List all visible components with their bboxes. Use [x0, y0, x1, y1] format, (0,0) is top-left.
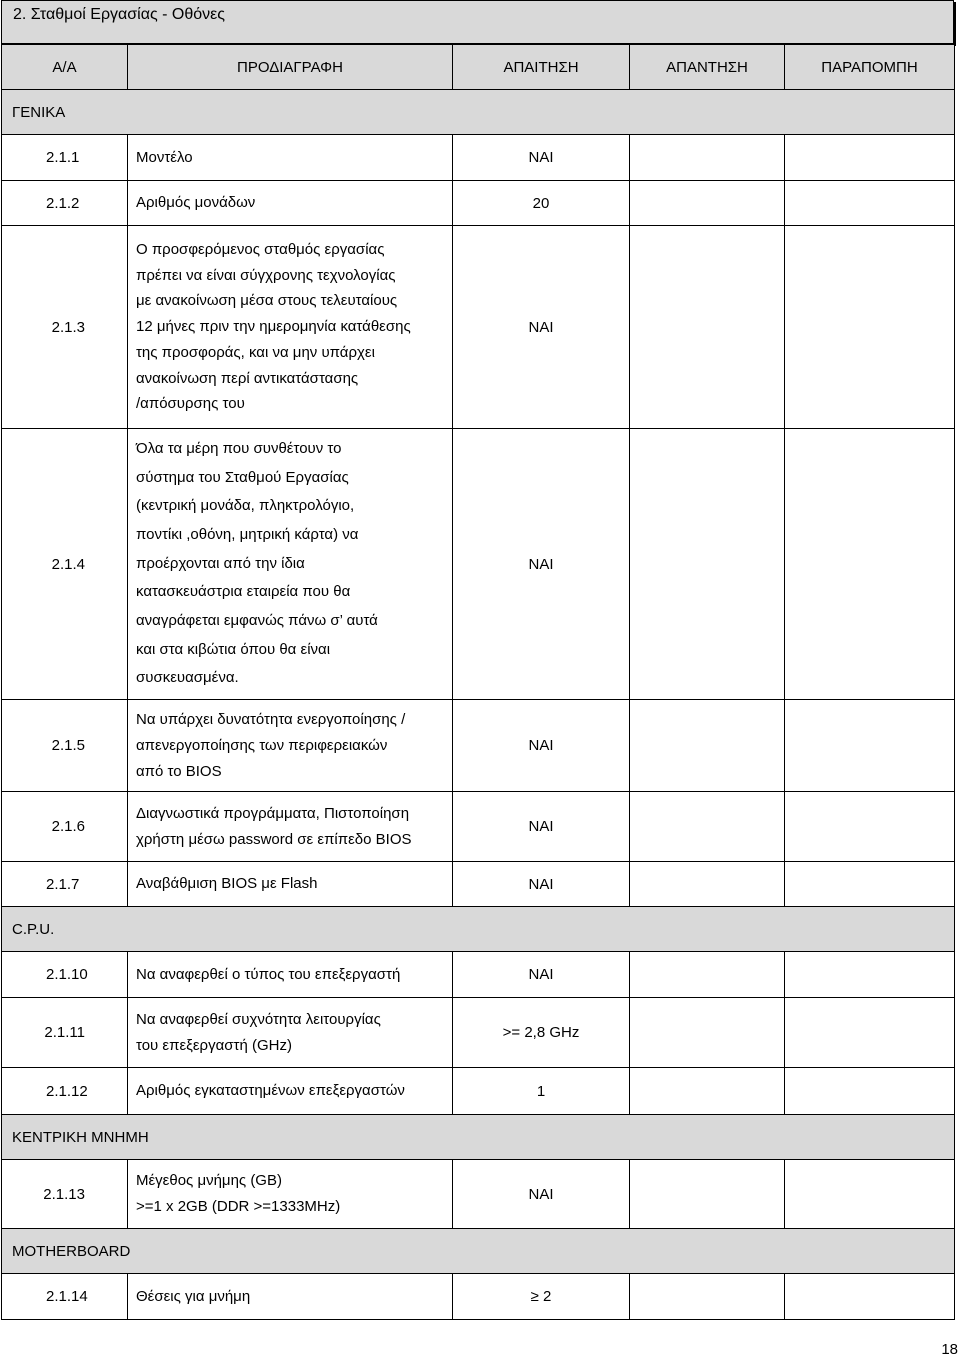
table-row [2, 998, 955, 1068]
section-memory: ΚΕΝΤΡΙΚΗ ΜΝΗΜΗ [2, 1115, 955, 1160]
row-req: ΝΑΙ [453, 700, 630, 792]
row-answer [630, 700, 785, 792]
row-req: ΝΑΙ [453, 862, 630, 907]
table-row [2, 429, 955, 700]
row-desc: Όλα τα μέρη που συνθέτουν το σύστημα του Σταθμού Εργασίας (κεντρική μονάδα, πληκτρολόγιο, ποντίκι ,οθόνη, μητρική κάρτα) να προέρχονται από την ίδια κατασκευάστρια εταιρεία που θα αναγράφεται εμφανώς πάνω σ’ αυτά και στα κιβώτια όπου θα είναι συσκευασμένα. [128, 429, 453, 700]
row-req: 20 [453, 181, 630, 226]
row-req: ≥ 2 [453, 1274, 630, 1320]
section-title: 2. Σταθμοί Εργασίας - Οθόνες [13, 6, 225, 23]
table-row [2, 1274, 955, 1320]
table-row [2, 862, 955, 907]
table-row [2, 181, 955, 226]
row-answer [630, 998, 785, 1068]
row-ref [785, 998, 955, 1068]
header-requirement: ΑΠΑΙΤΗΣΗ [453, 45, 630, 90]
row-desc: Να αναφερθεί ο τύπος του επεξεργαστή [128, 952, 453, 998]
row-id: 2.1.13 [2, 1160, 128, 1229]
row-desc: Να υπάρχει δυνατότητα ενεργοποίησης / απενεργοποίησης των περιφερειακών από το BIOS [128, 700, 453, 792]
row-id: 2.1.6 [2, 792, 128, 862]
row-id: 2.1.1 [2, 135, 128, 181]
section-cpu: C.P.U. [2, 907, 955, 952]
row-id: 2.1.2 [2, 181, 128, 226]
row-id: 2.1.4 [2, 429, 128, 700]
row-answer [630, 862, 785, 907]
table-row [2, 1160, 955, 1229]
row-id: 2.1.11 [2, 998, 128, 1068]
row-desc: Θέσεις για μνήμη [128, 1274, 453, 1320]
row-req: ΝΑΙ [453, 952, 630, 998]
section-title-box [1, 0, 954, 44]
row-desc: Να αναφερθεί συχνότητα λειτουργίας του επεξεργαστή (GHz) [128, 998, 453, 1068]
row-ref [785, 1068, 955, 1115]
row-req: ΝΑΙ [453, 429, 630, 700]
row-answer [630, 1068, 785, 1115]
header-reference: ΠΑΡΑΠΟΜΠΗ [785, 45, 955, 90]
row-ref [785, 1274, 955, 1320]
table-row [2, 226, 955, 429]
row-answer [630, 1274, 785, 1320]
row-id: 2.1.3 [2, 226, 128, 429]
page-number: 18 [941, 1341, 958, 1358]
row-ref [785, 792, 955, 862]
row-answer [630, 429, 785, 700]
row-desc: Μέγεθος μνήμης (GB) >=1 x 2GB (DDR >=1333MHz) [128, 1160, 453, 1229]
row-desc: Αριθμός εγκαταστημένων επεξεργαστών [128, 1068, 453, 1115]
row-desc: Διαγνωστικά προγράμματα, Πιστοποίηση χρήστη μέσω password σε επίπεδο BIOS [128, 792, 453, 862]
row-id: 2.1.12 [2, 1068, 128, 1115]
section-row-motherboard [2, 1229, 955, 1274]
row-id: 2.1.7 [2, 862, 128, 907]
header-aa: Α/Α [2, 45, 128, 90]
row-id: 2.1.5 [2, 700, 128, 792]
row-req: >= 2,8 GHz [453, 998, 630, 1068]
section-general: ΓΕΝΙΚΑ [2, 90, 955, 135]
row-ref [785, 226, 955, 429]
row-answer [630, 226, 785, 429]
row-id: 2.1.10 [2, 952, 128, 998]
row-answer [630, 181, 785, 226]
section-row-cpu [2, 907, 955, 952]
row-req: ΝΑΙ [453, 226, 630, 429]
header-spec: ΠΡΟΔΙΑΓΡΑΦΗ [128, 45, 453, 90]
row-answer [630, 792, 785, 862]
spec-table [1, 44, 955, 1320]
row-answer [630, 135, 785, 181]
header-answer: ΑΠΑΝΤΗΣΗ [630, 45, 785, 90]
row-desc: Ο προσφερόμενος σταθμός εργασίας πρέπει να είναι σύγχρονης τεχνολογίας με ανακοίνωση μέσα στους τελευταίους 12 μήνες πριν την ημερομηνία κατάθεσης της προσφοράς, και να μην υπάρχει ανακοίνωση περί αντικατάστασης /απόσυρσης του [128, 226, 453, 429]
table-row [2, 700, 955, 792]
row-ref [785, 952, 955, 998]
table-row [2, 952, 955, 998]
row-req: 1 [453, 1068, 630, 1115]
table-row [2, 135, 955, 181]
row-ref [785, 862, 955, 907]
row-ref [785, 1160, 955, 1229]
section-row-memory [2, 1115, 955, 1160]
section-row-general [2, 90, 955, 135]
row-id: 2.1.14 [2, 1274, 128, 1320]
row-desc: Μοντέλο [128, 135, 453, 181]
row-req: ΝΑΙ [453, 135, 630, 181]
row-req: ΝΑΙ [453, 792, 630, 862]
row-ref [785, 429, 955, 700]
row-desc: Αριθμός μονάδων [128, 181, 453, 226]
section-motherboard: MOTHERBOARD [2, 1229, 955, 1274]
header-row [2, 45, 955, 90]
row-desc: Αναβάθμιση BIOS με Flash [128, 862, 453, 907]
row-ref [785, 135, 955, 181]
row-ref [785, 181, 955, 226]
row-answer [630, 952, 785, 998]
table-row [2, 792, 955, 862]
table-row [2, 1068, 955, 1115]
row-req: ΝΑΙ [453, 1160, 630, 1229]
row-answer [630, 1160, 785, 1229]
row-ref [785, 700, 955, 792]
